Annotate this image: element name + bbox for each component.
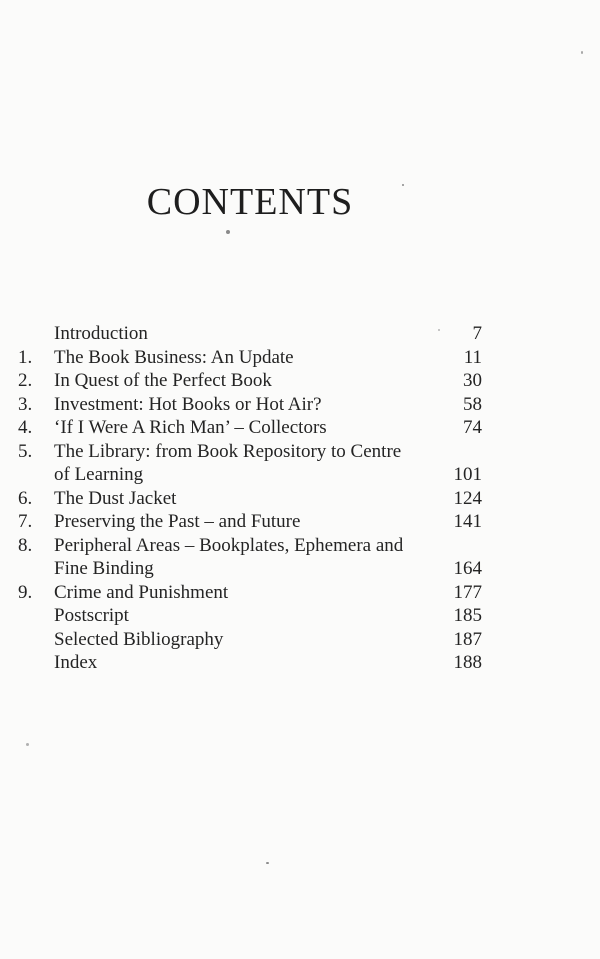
page-number: 7 — [472, 323, 482, 344]
paper-speck — [226, 230, 230, 234]
chapter-number: 9. — [18, 581, 33, 603]
page-number: 141 — [453, 511, 482, 532]
page-number: 187 — [453, 628, 482, 650]
chapter-number: 1. — [18, 346, 33, 368]
page-number: 30 — [463, 370, 482, 391]
toc-entry — [0, 487, 600, 511]
chapter-title — [54, 581, 454, 605]
chapter-title — [54, 651, 454, 675]
chapter-title — [54, 369, 454, 393]
chapter-title — [54, 510, 454, 534]
paper-speck — [266, 862, 269, 864]
chapter-title-line: In Quest of the Perfect Book — [54, 370, 272, 391]
chapter-title-line: of Learning — [54, 464, 144, 485]
toc-entry — [0, 416, 600, 440]
toc-entry — [0, 346, 600, 370]
chapter-title-line: Postscript — [54, 605, 129, 626]
chapter-title-line: Crime and Punishment — [54, 581, 229, 603]
toc-entry — [0, 581, 600, 605]
chapter-number: 8. — [18, 534, 33, 556]
chapter-title-line: The Book Business: An Update — [54, 346, 294, 368]
toc-entry — [0, 393, 600, 417]
page-number: 58 — [463, 393, 482, 415]
toc-entry — [0, 604, 600, 628]
chapter-number: 3. — [18, 393, 33, 415]
page-number: 101 — [453, 464, 482, 485]
chapter-number: 2. — [18, 370, 33, 391]
chapter-title — [54, 628, 454, 652]
page-number: 164 — [453, 558, 482, 579]
chapter-title-line: The Library: from Book Repository to Centre — [54, 440, 402, 462]
chapter-title-line: Preserving the Past – and Future — [54, 511, 301, 532]
toc-entry — [0, 510, 600, 534]
chapter-title — [54, 346, 454, 370]
paper-speck — [26, 743, 29, 746]
chapter-title — [54, 534, 454, 581]
chapter-title — [54, 322, 454, 346]
toc-entry — [0, 534, 600, 581]
chapter-number: 4. — [18, 417, 33, 438]
chapter-title — [54, 487, 454, 511]
chapter-title — [54, 393, 454, 417]
chapter-title-line: The Dust Jacket — [54, 487, 177, 509]
chapter-number: 7. — [18, 511, 33, 532]
chapter-number: 5. — [18, 440, 33, 462]
chapter-title — [54, 440, 454, 487]
chapter-title-line: ‘If I Were A Rich Man’ – Collectors — [54, 417, 327, 438]
page-number: 185 — [453, 605, 482, 626]
page-number: 124 — [453, 487, 482, 509]
chapter-title-line: Peripheral Areas – Bookplates, Ephemera and — [54, 534, 404, 556]
toc-entry — [0, 651, 600, 675]
chapter-title-line: Introduction — [54, 323, 148, 344]
table-of-contents — [0, 322, 600, 675]
chapter-title-line: Investment: Hot Books or Hot Air? — [54, 393, 322, 415]
page-title: CONTENTS — [146, 181, 354, 223]
chapter-title-line: Index — [54, 652, 98, 673]
chapter-number: 6. — [18, 487, 33, 509]
toc-entry — [0, 628, 600, 652]
page-number: 177 — [453, 581, 482, 603]
chapter-title — [54, 604, 454, 628]
chapter-title — [54, 416, 454, 440]
page-number: 188 — [453, 652, 482, 673]
toc-entry — [0, 369, 600, 393]
page-number: 11 — [463, 346, 482, 368]
paper-speck — [581, 51, 583, 54]
page-number: 74 — [463, 417, 482, 438]
toc-entry — [0, 322, 600, 346]
chapter-title-line: Fine Binding — [54, 558, 154, 579]
chapter-title-line: Selected Bibliography — [54, 628, 224, 650]
toc-entry — [0, 440, 600, 487]
